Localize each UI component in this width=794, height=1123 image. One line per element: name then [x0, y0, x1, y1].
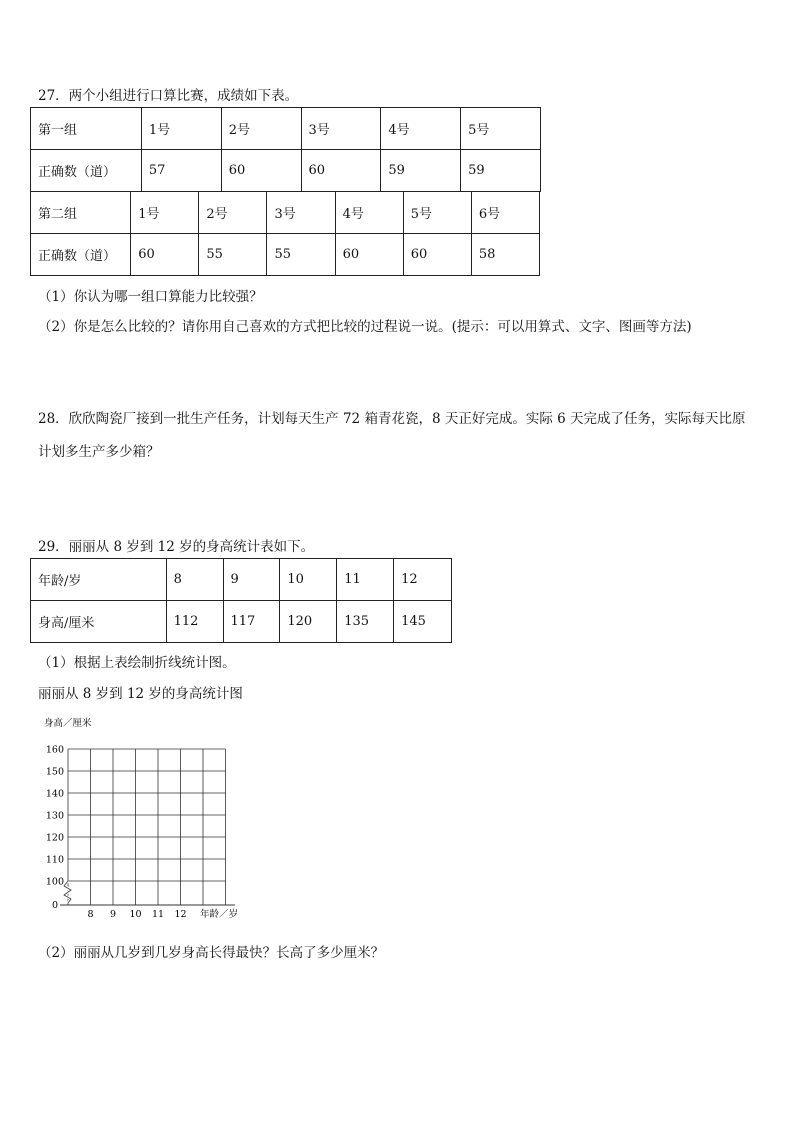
x-tick-label: 10	[129, 909, 142, 920]
chart-grid	[60, 749, 235, 905]
table-cell: 120	[280, 601, 337, 643]
y-tick-label: 160	[45, 744, 64, 756]
table-cell: 60	[301, 150, 381, 192]
table-cell: 60	[131, 234, 199, 276]
table-cell: 58	[471, 234, 539, 276]
table-cell: 57	[141, 150, 221, 192]
x-tick-label: 12	[174, 909, 187, 920]
y-tick-label: 140	[45, 788, 64, 800]
table-row	[31, 601, 452, 643]
x-tick-label: 9	[109, 909, 117, 920]
table-row	[31, 192, 540, 234]
table-cell: 12	[394, 559, 452, 601]
table-cell: 正确数（道）	[31, 234, 131, 276]
q27-title: 27．两个小组进行口算比赛，成绩如下表。	[38, 88, 299, 104]
table-row	[31, 559, 452, 601]
q29-sub2: （2）丽丽从几岁到几岁身高长得最快？长高了多少厘米？	[38, 945, 385, 961]
q27-sub1: （1）你认为哪一组口算能力比较强？	[38, 289, 263, 305]
table-cell: 4号	[381, 108, 461, 150]
table-cell: 8	[166, 559, 223, 601]
table-cell: 6号	[471, 192, 539, 234]
table-cell: 60	[335, 234, 403, 276]
y-tick-label: 100	[45, 876, 64, 888]
table-cell: 4号	[335, 192, 403, 234]
table-cell: 1号	[141, 108, 221, 150]
table-row	[31, 150, 541, 192]
table-cell: 第一组	[31, 108, 142, 150]
q27-group1-table	[30, 107, 541, 192]
q29-sub1: （1）根据上表绘制折线统计图。	[38, 655, 236, 671]
origin-label: 0	[51, 900, 58, 911]
line-chart-svg	[30, 712, 260, 927]
table-row	[31, 108, 541, 150]
table-cell: 1号	[131, 192, 199, 234]
table-cell: 10	[280, 559, 337, 601]
y-tick-label: 130	[45, 810, 64, 822]
x-tick-label: 8	[87, 909, 94, 920]
table-cell: 2号	[221, 108, 301, 150]
table-cell: 5号	[403, 192, 471, 234]
x-axis-label: 年龄／岁	[200, 909, 239, 920]
table-cell: 55	[267, 234, 335, 276]
table-cell: 3号	[267, 192, 335, 234]
table-cell: 55	[199, 234, 267, 276]
table-cell: 3号	[301, 108, 381, 150]
table-cell: 年龄/岁	[31, 559, 167, 601]
table-cell: 112	[166, 601, 223, 643]
chart-title: 丽丽从 8 岁到 12 岁的身高统计图	[38, 686, 243, 702]
table-cell: 身高/厘米	[31, 601, 167, 643]
table-cell: 9	[223, 559, 280, 601]
q28-line2: 计划多生产多少箱？	[38, 444, 160, 460]
table-row	[31, 234, 540, 276]
y-axis-label: 身高／厘米	[44, 718, 92, 729]
q28-line1: 28．欣欣陶瓷厂接到一批生产任务，计划每天生产 72 箱青花瓷，8 天正好完成。实际 6 天完成了任务，实际每天比原	[38, 411, 746, 427]
y-tick-label: 150	[45, 766, 64, 778]
line-chart	[30, 712, 260, 927]
table-cell: 135	[337, 601, 394, 643]
q29-title: 29．丽丽从 8 岁到 12 岁的身高统计表如下。	[38, 539, 315, 555]
q27-group2-table	[30, 191, 540, 276]
q27-sub2: （2）你是怎么比较的？请你用自己喜欢的方式把比较的过程说一说。(提示：可以用算式、文字、图画等方法)	[38, 319, 692, 335]
table-cell: 60	[403, 234, 471, 276]
table-cell: 59	[461, 150, 541, 192]
y-tick-label: 110	[45, 854, 64, 866]
table-cell: 60	[221, 150, 301, 192]
q29-height-table	[30, 558, 452, 643]
table-cell: 5号	[461, 108, 541, 150]
table-cell: 2号	[199, 192, 267, 234]
table-cell: 145	[394, 601, 452, 643]
table-cell: 11	[337, 559, 394, 601]
table-cell: 59	[381, 150, 461, 192]
table-cell: 117	[223, 601, 280, 643]
table-cell: 正确数（道）	[31, 150, 142, 192]
table-cell: 第二组	[31, 192, 131, 234]
x-tick-label: 11	[151, 909, 165, 920]
y-tick-label: 120	[45, 832, 64, 844]
